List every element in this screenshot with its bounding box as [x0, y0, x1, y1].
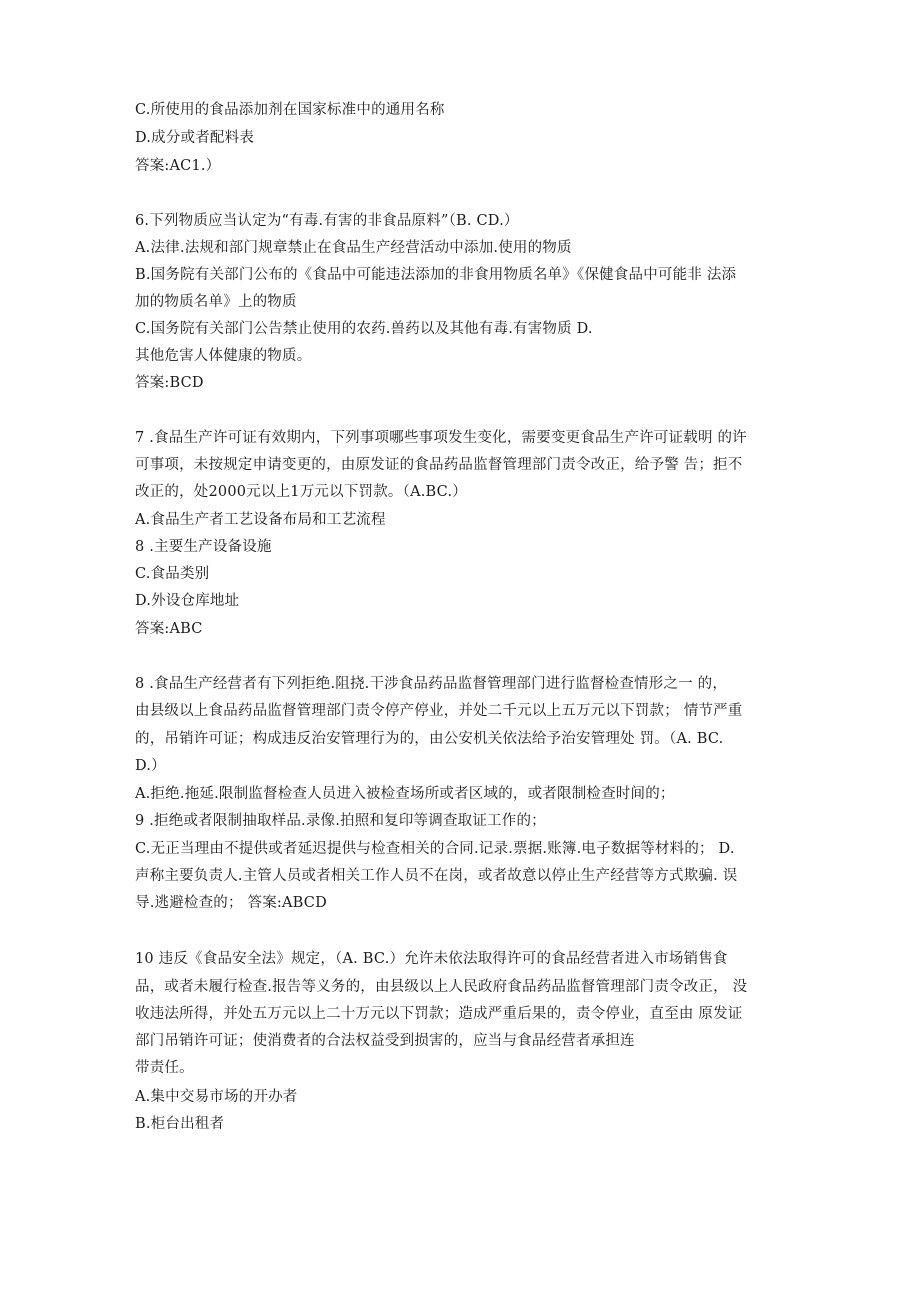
- answer-q5: 答案:AC1.）: [135, 158, 221, 174]
- question-10-cont-1: 品，或者未履行检查.报告等义务的，由县级以上人民政府食品药品监督管理部门责令改正， 没: [135, 979, 748, 995]
- option-c-q5: C.所使用的食品添加剂在国家标准中的通用名称: [135, 102, 445, 118]
- question-7: 7 .食品生产许可证有效期内，下列事项哪些事项发生变化，需要变更食品生产许可证载明 的许: [135, 430, 747, 446]
- option-d-q5: D.成分或者配料表: [135, 130, 255, 146]
- question-8: 8 .食品生产经营者有下列拒绝.阻挠.干涉食品药品监督管理部门进行监督检查情形之一 的，: [135, 676, 728, 692]
- answer-q6: 答案:BCD: [135, 375, 204, 391]
- option-a-q8: A.拒绝.拖延.限制监督检查人员进入被检查场所或者区域的，或者限制检查时间的；: [135, 786, 675, 802]
- question-7-cont-1: 可事项，未按规定申请变更的，由原发证的食品药品监督管理部门责令改正，给予警 告；拒不: [135, 457, 743, 473]
- option-b-q10: B.柜台出租者: [135, 1116, 225, 1132]
- option-a-q10: A.集中交易市场的开办者: [135, 1089, 298, 1105]
- option-d-q8-answer: 导.逃避检查的； 答案:ABCD: [135, 895, 327, 911]
- question-8-cont-1: 由县级以上食品药品监督管理部门责令停产停业，并处二千元以上五万元以下罚款； 情节严重: [135, 703, 743, 719]
- option-c-q8: C.无正当理由不提供或者延迟提供与检查相关的合同.记录.票据.账簿.电子数据等材料的； D.: [135, 841, 735, 857]
- option-c-q7: C.食品类别: [135, 566, 210, 582]
- option-d-q8: 声称主要负责人.主管人员或者相关工作人员不在岗，或者故意以停止生产经营等方式欺骗. 误: [135, 868, 738, 884]
- question-10-cont-3: 部门吊销许可证；使消费者的合法权益受到损害的，应当与食品经营者承担连: [135, 1033, 635, 1049]
- option-b-q7: 8 .主要生产设备设施: [135, 539, 272, 555]
- option-d-q7: D.外设仓库地址: [135, 593, 240, 609]
- question-8-cont-3: D.）: [135, 758, 166, 774]
- option-b-q8: 9 .拒绝或者限制抽取样品.录像.拍照和复印等调查取证工作的；: [135, 813, 546, 829]
- question-6: 6.下列物质应当认定为“有毒.有害的非食品原料”（B. CD.）: [135, 213, 519, 229]
- question-10-cont-4: 带责任。: [135, 1060, 194, 1076]
- option-b-q6-cont: 加的物质名单》上的物质: [135, 294, 297, 310]
- option-c-q6: C.国务院有关部门公告禁止使用的农药.兽药以及其他有毒.有害物质 D.: [135, 321, 593, 337]
- question-10-cont-2: 收违法所得，并处五万元以上二十万元以下罚款；造成严重后果的，责令停业，直至由 原发证: [135, 1006, 743, 1022]
- option-a-q7: A.食品生产者工艺设备布局和工艺流程: [135, 512, 386, 528]
- question-10: 10 违反《食品安全法》规定，（A. BC.）允许未依法取得许可的食品经营者进入市场销售食: [135, 951, 728, 967]
- answer-q7: 答案:ABC: [135, 621, 203, 637]
- option-d-q6: 其他危害人体健康的物质。: [135, 348, 312, 364]
- question-8-cont-2: 的，吊销许可证；构成违反治安管理行为的，由公安机关依法给予治安管理处 罚。（A. BC.: [135, 731, 724, 747]
- option-a-q6: A.法律.法规和部门规章禁止在食品生产经营活动中添加.使用的物质: [135, 240, 572, 256]
- option-b-q6: B.国务院有关部门公布的《食品中可能违法添加的非食用物质名单》《保健食品中可能非 法添: [135, 267, 737, 283]
- question-7-cont-2: 改正的，处2000元以上1万元以下罚款。（A.BC.）: [135, 484, 467, 500]
